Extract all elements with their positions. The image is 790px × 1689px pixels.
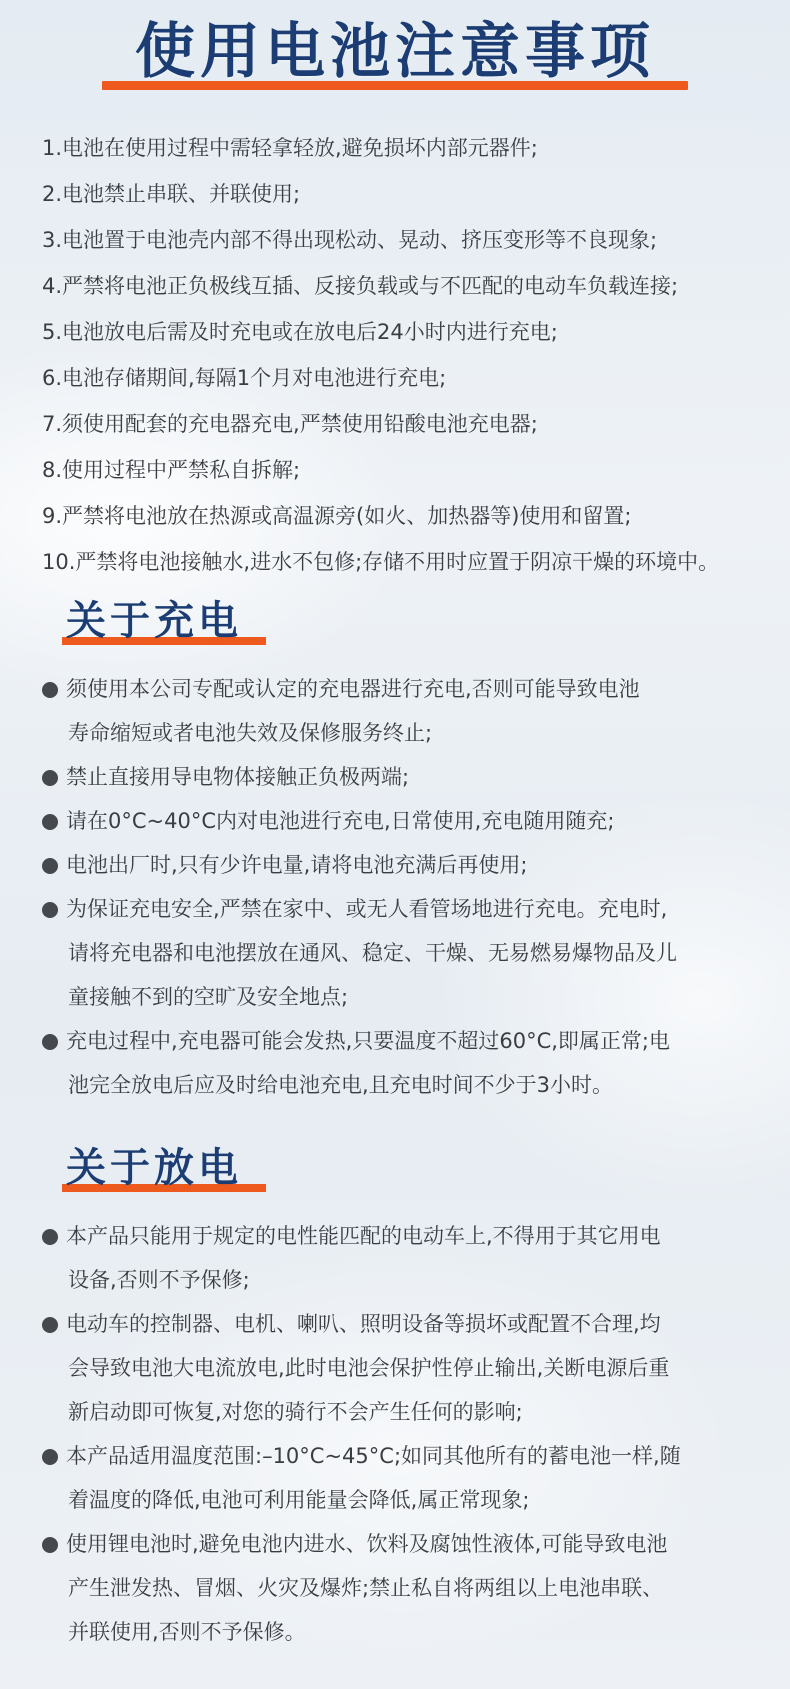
discharging-heading	[62, 1143, 282, 1203]
list-item-line: 并联使用,否则不予保修。	[68, 1620, 306, 1644]
list-item	[42, 1019, 782, 1107]
list-item-line: 着温度的降低,电池可利用能量会降低,属正常现象;	[68, 1488, 530, 1512]
note-item: 7.须使用配套的充电器充电,严禁使用铅酸电池充电器;	[42, 412, 538, 436]
list-item	[42, 1522, 782, 1654]
charging-heading-text: 关于充电	[66, 598, 242, 644]
list-item-line: 为保证充电安全,严禁在家中、或无人看管场地进行充电。充电时,	[66, 897, 668, 921]
list-item-line: 充电过程中,充电器可能会发热,只要温度不超过60°C,即属正常;电	[66, 1029, 670, 1053]
bullet-icon	[42, 814, 58, 830]
list-item	[42, 755, 782, 799]
list-item-line: 设备,否则不予保修;	[68, 1268, 250, 1292]
note-item: 8.使用过程中严禁私自拆解;	[42, 458, 301, 482]
list-item-line: 童接触不到的空旷及安全地点;	[68, 985, 349, 1009]
discharging-heading-text: 关于放电	[66, 1145, 242, 1191]
list-item	[42, 1434, 782, 1522]
page-title: 使用电池注意事项	[135, 17, 655, 87]
list-item	[42, 1214, 782, 1302]
list-item-line: 请将充电器和电池摆放在通风、稳定、干燥、无易燃易爆物品及儿	[68, 941, 677, 965]
note-item: 2.电池禁止串联、并联使用;	[42, 182, 301, 206]
list-item-line: 请在0°C~40°C内对电池进行充电,日常使用,充电随用随充;	[66, 809, 615, 833]
charging-heading	[62, 596, 282, 656]
bullet-icon	[42, 1034, 58, 1050]
note-item: 6.电池存储期间,每隔1个月对电池进行充电;	[42, 366, 447, 390]
bullet-icon	[42, 1449, 58, 1465]
list-item	[42, 667, 782, 755]
bullet-icon	[42, 858, 58, 874]
list-item-line: 须使用本公司专配或认定的充电器进行充电,否则可能导致电池	[66, 677, 640, 701]
list-item-line: 寿命缩短或者电池失效及保修服务终止;	[68, 721, 433, 745]
list-item	[42, 799, 782, 843]
note-item: 1.电池在使用过程中需轻拿轻放,避免损坏内部元器件;	[42, 136, 538, 160]
list-item-line: 本产品适用温度范围:–10°C~45°C;如同其他所有的蓄电池一样,随	[66, 1444, 681, 1468]
note-item: 5.电池放电后需及时充电或在放电后24小时内进行充电;	[42, 320, 558, 344]
list-item-line: 电动车的控制器、电机、喇叭、照明设备等损坏或配置不合理,均	[66, 1312, 661, 1336]
list-item	[42, 1302, 782, 1434]
list-item-line: 产生泄发热、冒烟、火灾及爆炸;禁止私自将两组以上电池串联、	[68, 1576, 664, 1600]
list-item	[42, 887, 782, 1019]
bullet-icon	[42, 682, 58, 698]
list-item-line: 电池出厂时,只有少许电量,请将电池充满后再使用;	[66, 853, 528, 877]
discharging-list	[42, 1214, 782, 1654]
main-title-block	[0, 6, 790, 106]
bullet-icon	[42, 1229, 58, 1245]
list-item-line: 使用锂电池时,避免电池内进水、饮料及腐蚀性液体,可能导致电池	[66, 1532, 668, 1556]
list-item-line: 新启动即可恢复,对您的骑行不会产生任何的影响;	[68, 1400, 523, 1424]
list-item-line: 禁止直接用导电物体接触正负极两端;	[66, 765, 410, 789]
bullet-icon	[42, 1317, 58, 1333]
general-notes-list	[42, 125, 782, 585]
note-item: 3.电池置于电池壳内部不得出现松动、晃动、挤压变形等不良现象;	[42, 228, 658, 252]
note-item: 9.严禁将电池放在热源或高温源旁(如火、加热器等)使用和留置;	[42, 504, 632, 528]
note-item: 10.严禁将电池接触水,进水不包修;存储不用时应置于阴凉干燥的环境中。	[42, 550, 720, 574]
list-item-line: 池完全放电后应及时给电池充电,且充电时间不少于3小时。	[68, 1073, 614, 1097]
bullet-icon	[42, 1537, 58, 1553]
charging-list	[42, 667, 782, 1107]
list-item	[42, 843, 782, 887]
bullet-icon	[42, 770, 58, 786]
bullet-icon	[42, 902, 58, 918]
list-item-line: 本产品只能用于规定的电性能匹配的电动车上,不得用于其它用电	[66, 1224, 661, 1248]
note-item: 4.严禁将电池正负极线互插、反接负载或与不匹配的电动车负载连接;	[42, 274, 679, 298]
list-item-line: 会导致电池大电流放电,此时电池会保护性停止输出,关断电源后重	[68, 1356, 670, 1380]
